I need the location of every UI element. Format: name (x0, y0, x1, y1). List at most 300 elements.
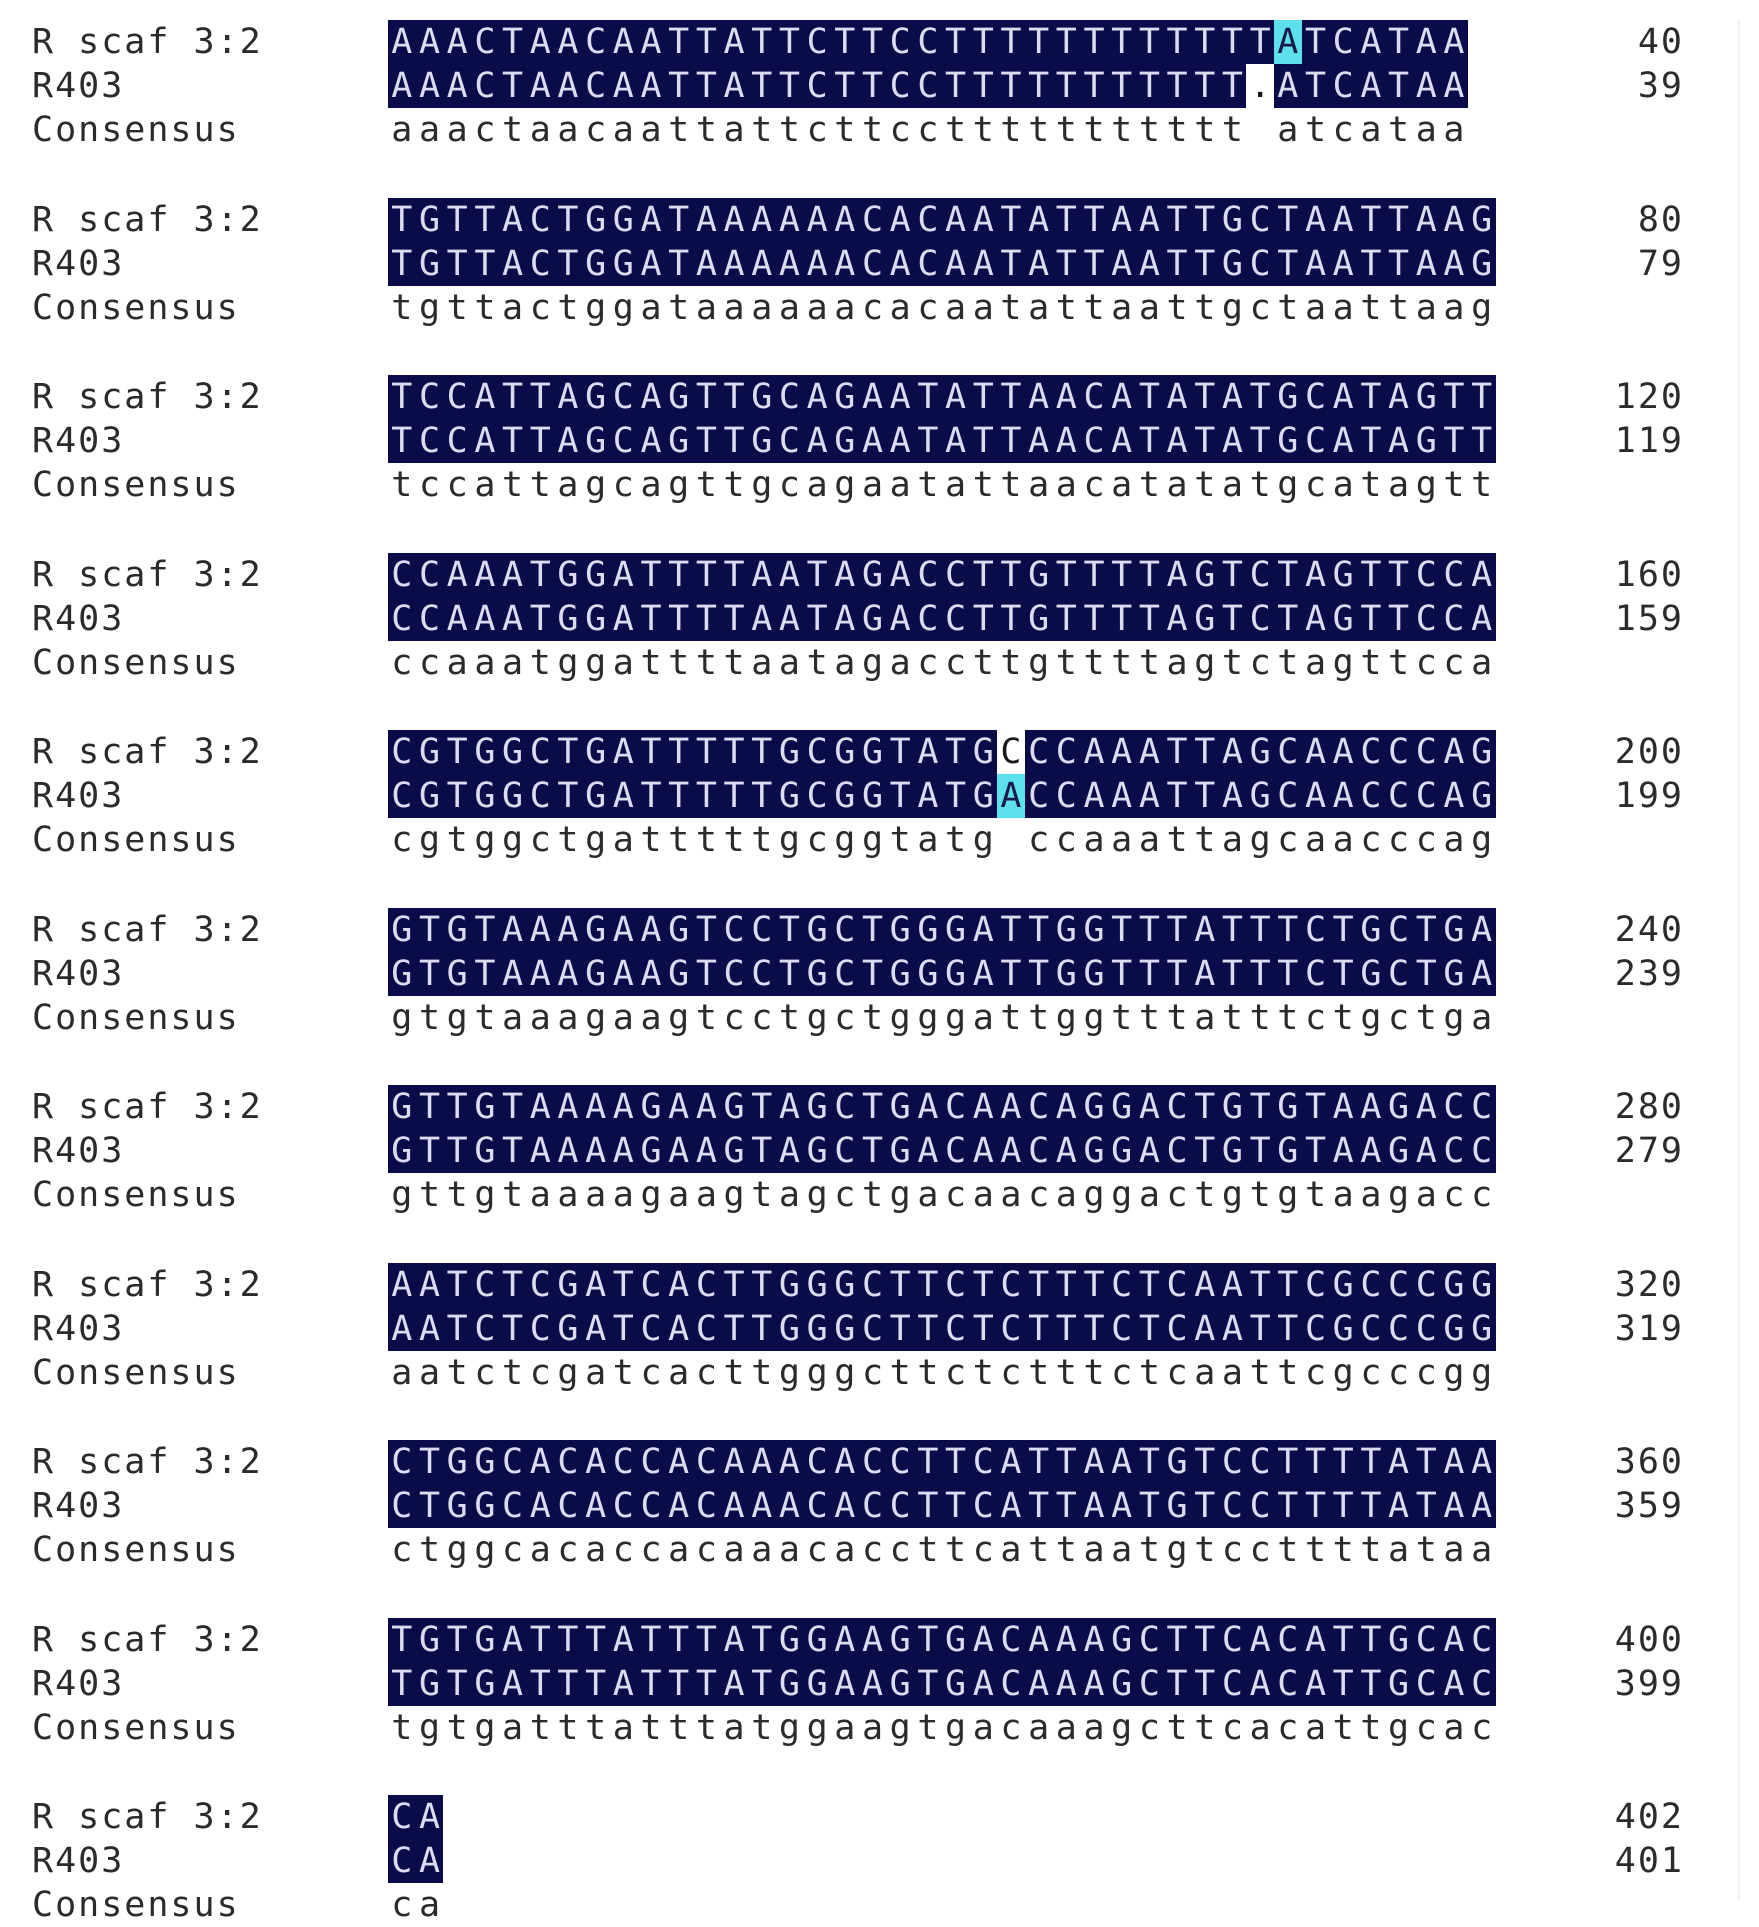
base: a (1138, 820, 1160, 860)
base: a (668, 1530, 690, 1570)
base: a (1055, 465, 1077, 505)
base: a (1249, 1707, 1271, 1748)
base: c (1415, 1352, 1437, 1393)
base: A (554, 375, 582, 419)
base: t (806, 642, 828, 683)
base: t (1194, 1530, 1216, 1570)
base: C (942, 597, 970, 641)
base: C (1468, 1618, 1496, 1662)
base: t (1194, 1707, 1216, 1748)
base: C (859, 1484, 887, 1528)
aligned-sequence (388, 64, 1468, 108)
base: a (889, 642, 911, 683)
base: C (859, 1307, 887, 1351)
base: T (1274, 198, 1302, 242)
base: A (776, 597, 804, 641)
base: A (582, 1129, 610, 1173)
base: T (1274, 908, 1302, 952)
sequence-name-label: Consensus (32, 1530, 240, 1570)
base: C (914, 597, 942, 641)
base: A (610, 553, 638, 597)
base: g (806, 1352, 828, 1393)
base: T (665, 242, 693, 286)
base: g (585, 642, 607, 683)
base: G (471, 1085, 499, 1129)
base: T (388, 419, 416, 463)
base: A (831, 1440, 859, 1484)
base: C (886, 64, 914, 108)
sequence-row (0, 553, 1759, 597)
base: a (1055, 1707, 1077, 1748)
base: t (1028, 1352, 1050, 1393)
base: T (1219, 20, 1247, 64)
base: t (446, 1175, 468, 1215)
base: A (1385, 375, 1413, 419)
base: A (637, 198, 665, 242)
base: T (748, 1662, 776, 1706)
base: A (610, 1662, 638, 1706)
base: A (1329, 730, 1357, 774)
base: G (637, 1085, 665, 1129)
base: g (778, 1707, 800, 1748)
base: A (1302, 1662, 1330, 1706)
base: a (1055, 1175, 1077, 1215)
base: G (1274, 1085, 1302, 1129)
sequence-name-label: R scaf 3:2 (32, 199, 263, 240)
base: T (416, 1129, 444, 1173)
sequence-name-label: R403 (32, 776, 125, 816)
base: g (1388, 1707, 1410, 1748)
base: G (1329, 1263, 1357, 1307)
base: A (1329, 198, 1357, 242)
base: A (416, 1263, 444, 1307)
base: A (1468, 1484, 1496, 1528)
base: T (1108, 952, 1136, 996)
base: G (748, 375, 776, 419)
base: G (416, 242, 444, 286)
base: C (776, 419, 804, 463)
base: C (914, 242, 942, 286)
sequence-name-label: Consensus (32, 1352, 240, 1393)
base: c (834, 1175, 856, 1215)
base: t (972, 110, 994, 150)
base: t (418, 1530, 441, 1570)
base: T (969, 597, 997, 641)
base: c (806, 110, 828, 150)
base: A (1136, 1085, 1164, 1129)
sequence-name-label: R403 (32, 421, 125, 461)
base: T (997, 198, 1025, 242)
base: a (640, 287, 662, 328)
base: t (917, 1707, 939, 1748)
base: A (914, 730, 942, 774)
base: C (1357, 1263, 1385, 1307)
base: C (388, 1839, 416, 1883)
base: G (416, 774, 444, 818)
base: a (1471, 642, 1493, 683)
base: C (1053, 774, 1081, 818)
base: T (637, 730, 665, 774)
base: A (1440, 1484, 1468, 1528)
base: A (776, 1085, 804, 1129)
sequence-row (0, 20, 1759, 64)
base: C (886, 1484, 914, 1528)
base: t (917, 465, 939, 505)
base: G (1440, 1263, 1468, 1307)
position-number: 119 (1614, 421, 1684, 461)
base: a (1277, 110, 1299, 150)
base: c (1277, 1707, 1299, 1748)
base: c (474, 1352, 496, 1393)
base: A (471, 375, 499, 419)
sequence-row (0, 952, 1759, 996)
base: G (1080, 1129, 1108, 1173)
base: A (1440, 20, 1468, 64)
base: C (1385, 1263, 1413, 1307)
base: T (942, 730, 970, 774)
base: a (1083, 820, 1105, 860)
base: a (889, 465, 911, 505)
base: C (388, 1484, 416, 1528)
base: a (1304, 1707, 1327, 1748)
base: t (1277, 1352, 1299, 1393)
base: C (942, 1263, 970, 1307)
base: T (969, 64, 997, 108)
base: G (1219, 1085, 1247, 1129)
base: A (499, 1618, 527, 1662)
base: A (443, 64, 471, 108)
base: g (778, 1352, 800, 1393)
base: T (969, 20, 997, 64)
base: C (693, 1307, 721, 1351)
base: g (806, 1175, 828, 1215)
base: A (1080, 1440, 1108, 1484)
aligned-sequence (388, 1307, 1496, 1351)
base: C (803, 1484, 831, 1528)
base: t (695, 820, 717, 860)
base: C (1302, 419, 1330, 463)
base: T (914, 375, 942, 419)
base: T (720, 730, 748, 774)
base: T (859, 908, 887, 952)
base: t (778, 110, 800, 150)
base: T (1136, 952, 1164, 996)
base: A (1191, 952, 1219, 996)
base: T (443, 730, 471, 774)
base: a (391, 1352, 413, 1393)
base: T (1302, 1085, 1330, 1129)
base: T (1053, 20, 1081, 64)
base: G (1274, 375, 1302, 419)
base: c (1388, 997, 1410, 1038)
base: T (1053, 198, 1081, 242)
sequence-name-label: R403 (32, 243, 125, 284)
base: a (1138, 1175, 1160, 1215)
base: a (1443, 110, 1465, 150)
base: t (861, 997, 884, 1038)
base: G (776, 1662, 804, 1706)
base: A (1108, 375, 1136, 419)
base: T (1191, 198, 1219, 242)
base: c (917, 642, 939, 683)
base: A (1329, 1129, 1357, 1173)
base: a (502, 287, 524, 328)
base: C (997, 1618, 1025, 1662)
base: g (1028, 642, 1050, 683)
consensus-sequence (388, 996, 1496, 1040)
base: T (1053, 1484, 1081, 1528)
base: T (1274, 553, 1302, 597)
base: T (693, 64, 721, 108)
base: A (1385, 1484, 1413, 1528)
base: t (1471, 465, 1493, 505)
base: G (443, 952, 471, 996)
base: G (1080, 908, 1108, 952)
base: c (945, 642, 967, 683)
base: A (1274, 64, 1302, 108)
base: T (1191, 1129, 1219, 1173)
base: C (997, 1662, 1025, 1706)
base: t (1360, 465, 1382, 505)
base: C (388, 597, 416, 641)
base: t (446, 287, 468, 328)
sequence-row (0, 1484, 1759, 1528)
base: T (1357, 597, 1385, 641)
base: g (585, 820, 607, 860)
base: g (446, 997, 468, 1038)
base: A (554, 419, 582, 463)
base: g (1111, 1707, 1133, 1748)
base: a (834, 1707, 856, 1748)
base: g (585, 287, 607, 328)
base: A (720, 64, 748, 108)
base: t (668, 642, 690, 683)
base: A (610, 952, 638, 996)
base: t (1166, 287, 1188, 328)
base: T (1191, 242, 1219, 286)
base: A (803, 419, 831, 463)
base: a (834, 642, 856, 683)
base: G (803, 1129, 831, 1173)
base: C (1302, 952, 1330, 996)
base: A (416, 1307, 444, 1351)
base: a (418, 1885, 441, 1925)
sequence-name-label: R scaf 3:2 (32, 554, 263, 595)
base: t (1388, 642, 1410, 683)
consensus-row (0, 1883, 1759, 1927)
base: C (554, 1440, 582, 1484)
base: c (1028, 1175, 1050, 1215)
base: a (1166, 465, 1188, 505)
base: G (1385, 1085, 1413, 1129)
base: C (859, 242, 887, 286)
base: G (1440, 952, 1468, 996)
base: T (1163, 242, 1191, 286)
base: A (1412, 242, 1440, 286)
base: A (1108, 1484, 1136, 1528)
base: A (969, 1129, 997, 1173)
base: G (886, 1129, 914, 1173)
base: A (610, 1085, 638, 1129)
base: T (859, 1085, 887, 1129)
base: C (1412, 597, 1440, 641)
base: T (388, 242, 416, 286)
base: A (637, 419, 665, 463)
base: G (388, 1085, 416, 1129)
base: T (748, 1129, 776, 1173)
base: A (886, 198, 914, 242)
base: a (834, 1530, 856, 1570)
base: g (612, 287, 634, 328)
base: T (1440, 419, 1468, 463)
consensus-row (0, 463, 1759, 507)
base: T (1136, 20, 1164, 64)
base: t (1360, 642, 1382, 683)
base: A (582, 1307, 610, 1351)
base: G (803, 1085, 831, 1129)
base: T (1080, 1307, 1108, 1351)
base: G (1357, 952, 1385, 996)
base: A (693, 198, 721, 242)
position-number: 160 (1614, 554, 1684, 595)
base: A (1357, 1129, 1385, 1173)
base: G (886, 1085, 914, 1129)
base: C (1274, 1618, 1302, 1662)
base: t (1083, 1352, 1105, 1393)
base: T (997, 952, 1025, 996)
position-number: 200 (1614, 732, 1684, 772)
base: T (1246, 419, 1274, 463)
base: a (1221, 820, 1243, 860)
aligned-sequence (388, 198, 1496, 242)
base: a (1083, 1530, 1105, 1570)
base: a (1111, 287, 1133, 328)
base: c (1000, 1707, 1022, 1748)
base: a (861, 465, 884, 505)
base: C (1274, 1662, 1302, 1706)
base: C (914, 20, 942, 64)
base: a (1415, 1175, 1437, 1215)
base: t (1028, 1530, 1050, 1570)
base: t (1360, 287, 1382, 328)
consensus-row (0, 1528, 1759, 1572)
base: a (723, 287, 745, 328)
base: g (446, 1530, 468, 1570)
base: g (418, 287, 441, 328)
base: a (972, 1707, 994, 1748)
base: A (1080, 1662, 1108, 1706)
base: t (391, 1707, 413, 1748)
base: C (803, 1440, 831, 1484)
base: c (585, 110, 607, 150)
base: C (1412, 1263, 1440, 1307)
base: A (610, 730, 638, 774)
base: A (720, 1618, 748, 1662)
base: T (720, 597, 748, 641)
sequence-name-label: R scaf 3:2 (32, 22, 263, 62)
consensus-sequence (388, 1706, 1496, 1750)
base: a (1194, 997, 1216, 1038)
base: a (502, 997, 524, 1038)
consensus-sequence (388, 1351, 1496, 1395)
base: A (582, 1440, 610, 1484)
base: C (1025, 774, 1053, 818)
base: G (1440, 1307, 1468, 1351)
base: A (720, 1484, 748, 1528)
position-number: 40 (1637, 22, 1684, 62)
base: C (1163, 1129, 1191, 1173)
base: T (969, 553, 997, 597)
base: t (1138, 1530, 1160, 1570)
sequence-row (0, 1618, 1759, 1662)
base: t (1194, 110, 1216, 150)
base: t (723, 465, 745, 505)
base: c (1249, 642, 1271, 683)
base: t (529, 1707, 551, 1748)
base: T (969, 419, 997, 463)
position-number: 359 (1614, 1486, 1684, 1526)
base: T (443, 774, 471, 818)
base: t (972, 1352, 994, 1393)
base: C (1025, 730, 1053, 774)
base: T (1191, 1484, 1219, 1528)
base: G (1025, 553, 1053, 597)
base: g (474, 1707, 496, 1748)
base: A (1136, 1129, 1164, 1173)
base: A (693, 1085, 721, 1129)
aligned-sequence (388, 1618, 1496, 1662)
base: T (416, 1440, 444, 1484)
base: T (665, 553, 693, 597)
base: T (1302, 1440, 1330, 1484)
base: A (1302, 1618, 1330, 1662)
base: T (526, 419, 554, 463)
base: T (499, 419, 527, 463)
consensus-row (0, 286, 1759, 330)
base: T (443, 1085, 471, 1129)
base: c (1166, 1352, 1188, 1393)
base: a (834, 287, 856, 328)
base: g (557, 642, 579, 683)
base: A (1080, 730, 1108, 774)
base: T (1025, 1440, 1053, 1484)
base: A (969, 242, 997, 286)
base: a (861, 1707, 884, 1748)
base: t (723, 820, 745, 860)
base: G (776, 1618, 804, 1662)
base: g (1111, 1175, 1133, 1215)
base: C (1274, 774, 1302, 818)
base: T (499, 64, 527, 108)
base: G (1468, 1263, 1496, 1307)
base: G (582, 952, 610, 996)
base: G (582, 242, 610, 286)
base: A (886, 375, 914, 419)
base: a (1443, 1530, 1465, 1570)
base: G (942, 1662, 970, 1706)
base: G (1246, 774, 1274, 818)
base: t (1332, 1530, 1354, 1570)
base: t (446, 1707, 468, 1748)
base: C (637, 1440, 665, 1484)
base: T (443, 242, 471, 286)
base: C (1246, 242, 1274, 286)
base: T (748, 730, 776, 774)
base: c (1388, 1352, 1410, 1393)
base: A (526, 1440, 554, 1484)
base: A (1219, 419, 1247, 463)
base: c (529, 287, 551, 328)
